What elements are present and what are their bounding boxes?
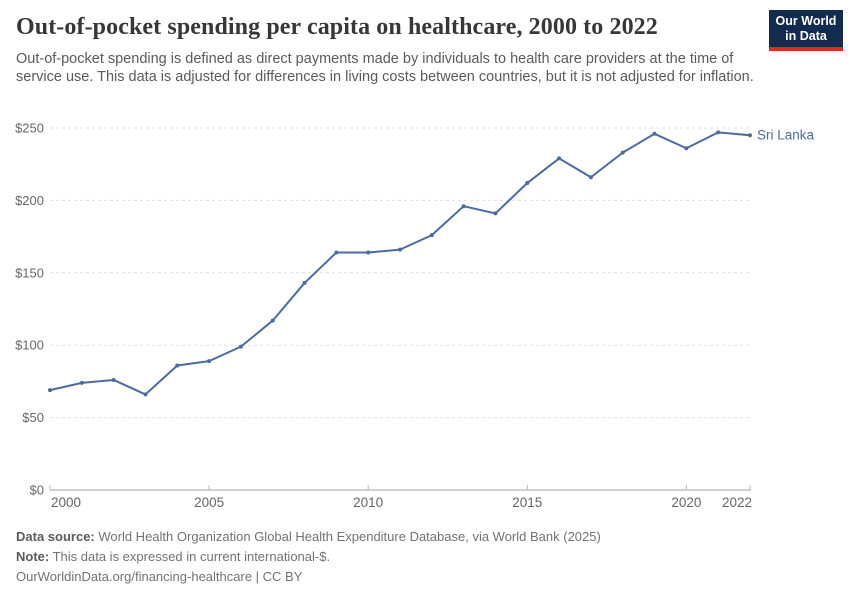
x-axis-tick-label: 2015 xyxy=(512,495,543,510)
data-point[interactable] xyxy=(366,251,370,255)
data-source-text: World Health Organization Global Health Expenditure Database, via World Bank (2025) xyxy=(94,529,601,544)
owid-link[interactable]: OurWorldinData.org/financing-healthcare | CC BY xyxy=(16,569,303,584)
note-line xyxy=(16,547,834,567)
x-axis-tick-label: 2010 xyxy=(353,495,384,510)
data-point[interactable] xyxy=(175,363,179,367)
y-axis-tick-label: $100 xyxy=(15,337,44,353)
chart-footer xyxy=(16,527,834,587)
x-axis-tick-label: 2020 xyxy=(671,495,702,510)
data-point[interactable] xyxy=(271,319,275,323)
data-point[interactable] xyxy=(493,211,497,215)
data-point[interactable] xyxy=(80,381,84,385)
x-axis-tick-label: 2022 xyxy=(721,495,752,510)
y-axis-tick-label: $200 xyxy=(15,192,44,208)
y-axis-tick-label: $0 xyxy=(29,482,44,498)
data-point[interactable] xyxy=(716,130,720,134)
x-axis-tick-label: 2005 xyxy=(194,495,225,510)
data-point[interactable] xyxy=(112,378,116,382)
data-point[interactable] xyxy=(143,392,147,396)
data-point[interactable] xyxy=(48,388,52,392)
chart-title: Out-of-pocket spending per capita on healthcare, 2000 to 2022 xyxy=(16,14,658,40)
data-point[interactable] xyxy=(621,151,625,155)
data-point[interactable] xyxy=(557,156,561,160)
data-point[interactable] xyxy=(525,181,529,185)
series-line-sri-lanka[interactable] xyxy=(50,132,750,394)
data-point[interactable] xyxy=(653,132,657,136)
data-point[interactable] xyxy=(207,359,211,363)
data-point[interactable] xyxy=(748,133,752,137)
x-axis-tick-label: 2000 xyxy=(51,495,82,510)
data-point[interactable] xyxy=(303,281,307,285)
note-text: This data is expressed in current international-$. xyxy=(49,549,331,564)
note-label: Note: xyxy=(16,549,50,564)
data-source-label: Data source: xyxy=(16,529,95,544)
chart-subtitle: Out-of-pocket spending is defined as direct payments made by individuals to health care providers at the time of service use. This data is adjusted for differences in living costs between countries, but it is not adjusted for inflation. xyxy=(16,51,754,85)
data-point[interactable] xyxy=(684,146,688,150)
data-point[interactable] xyxy=(398,248,402,252)
y-axis-tick-label: $50 xyxy=(22,410,44,426)
owid-logo-line1: Our World xyxy=(775,14,837,28)
data-source-line xyxy=(16,527,834,547)
data-point[interactable] xyxy=(462,204,466,208)
y-axis-tick-label: $150 xyxy=(15,265,44,281)
owid-logo-line2: in Data xyxy=(785,29,827,43)
data-point[interactable] xyxy=(239,345,243,349)
data-point[interactable] xyxy=(589,175,593,179)
data-point[interactable] xyxy=(430,233,434,237)
entity-label-sri-lanka[interactable]: Sri Lanka xyxy=(757,127,815,143)
data-point[interactable] xyxy=(334,251,338,255)
y-axis-tick-label: $250 xyxy=(15,120,44,136)
